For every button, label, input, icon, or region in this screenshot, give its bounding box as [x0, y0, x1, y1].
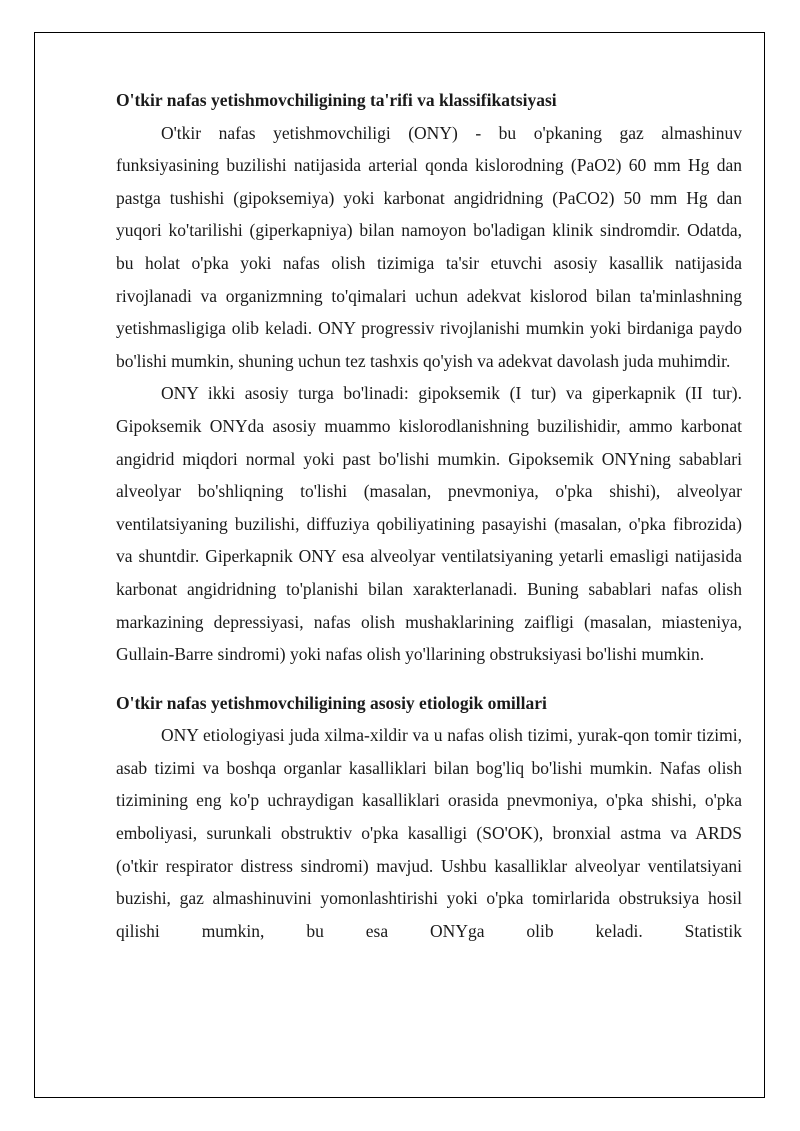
paragraph: ONY ikki asosiy turga bo'linadi: gipoksemik (I tur) va giperkapnik (II tur). Gipoksemik ONYda asosiy muammo kislorodlanishning buzilishidir, ammo karbonat angidrid miqdori normal yoki past bo'lishi mumkin. Gipoksemik ONYning sabablari alveolyar bo'shliqning to'lishi (masalan, pnevmoniya, o'pka shishi), alveolyar ventilatsiyaning buzilishi, diffuziya qobiliyatining pasayishi (masalan, o'pka fibrozida) va shuntdir. Giperkapnik ONY esa alveolyar ventilatsiyaning yetarli emasligi natijasida karbonat angidridning to'planishi bilan xarakterlanadi. Buning sabablari nafas olish markazining depressiyasi, nafas olish mushaklarining zaifligi (masalan, miasteniya, Gullain-Barre sindromi) yoki nafas olish yo'llarining obstruksiyasi bo'lishi mumkin. [116, 383, 742, 665]
section-heading: O'tkir nafas yetishmovchiligining asosiy etiologik omillari [116, 692, 547, 713]
paragraph: ONY etiologiyasi juda xilma-xildir va u nafas olish tizimi, yurak-qon tomir tizimi, asab tizimi va boshqa organlar kasalliklari bilan bog'liq bo'lishi mumkin. Nafas olish tizimining eng ko'p uchraydigan kasalliklari orasida pnevmoniya, o'pka shishi, o'pka emboliyasi, surunkali obstruktiv o'pka kasalligi (SO'OK), bronxial astma va ARDS (o'tkir respirator distress sindromi) mavjud. Ushbu kasalliklar alveolyar ventilatsiyani buzishi, gaz almashinuvini yomonlashtirishi yoki o'pka tomirlarida obstruksiya hosil qilishi mumkin, bu esa ONYga olib keladi. Statistik [116, 725, 742, 941]
document-body [116, 84, 742, 947]
paragraph: O'tkir nafas yetishmovchiligi (ONY) - bu o'pkaning gaz almashinuv funksiyasining buzilishi natijasida arterial qonda kislorodning (PaO2) 60 mm Hg dan pastga tushishi (gipoksemiya) yoki karbonat angidridning (PaCO2) 50 mm Hg dan yuqori ko'tarilishi (giperkapniya) bilan namoyon bo'ladigan klinik sindromdir. Odatda, bu holat o'pka yoki nafas olish tizimiga ta'sir etuvchi asosiy kasallik natijasida rivojlanadi va organizmning to'qimalari uchun adekvat kislorod bilan ta'minlashning yetishmasligiga olib keladi. ONY progressiv rivojlanishi mumkin yoki birdaniga paydo bo'lishi mumkin, shuning uchun tez tashxis qo'yish va adekvat davolash juda muhimdir. [116, 122, 742, 371]
section-heading: O'tkir nafas yetishmovchiligining ta'rifi va klassifikatsiyasi [116, 90, 557, 110]
